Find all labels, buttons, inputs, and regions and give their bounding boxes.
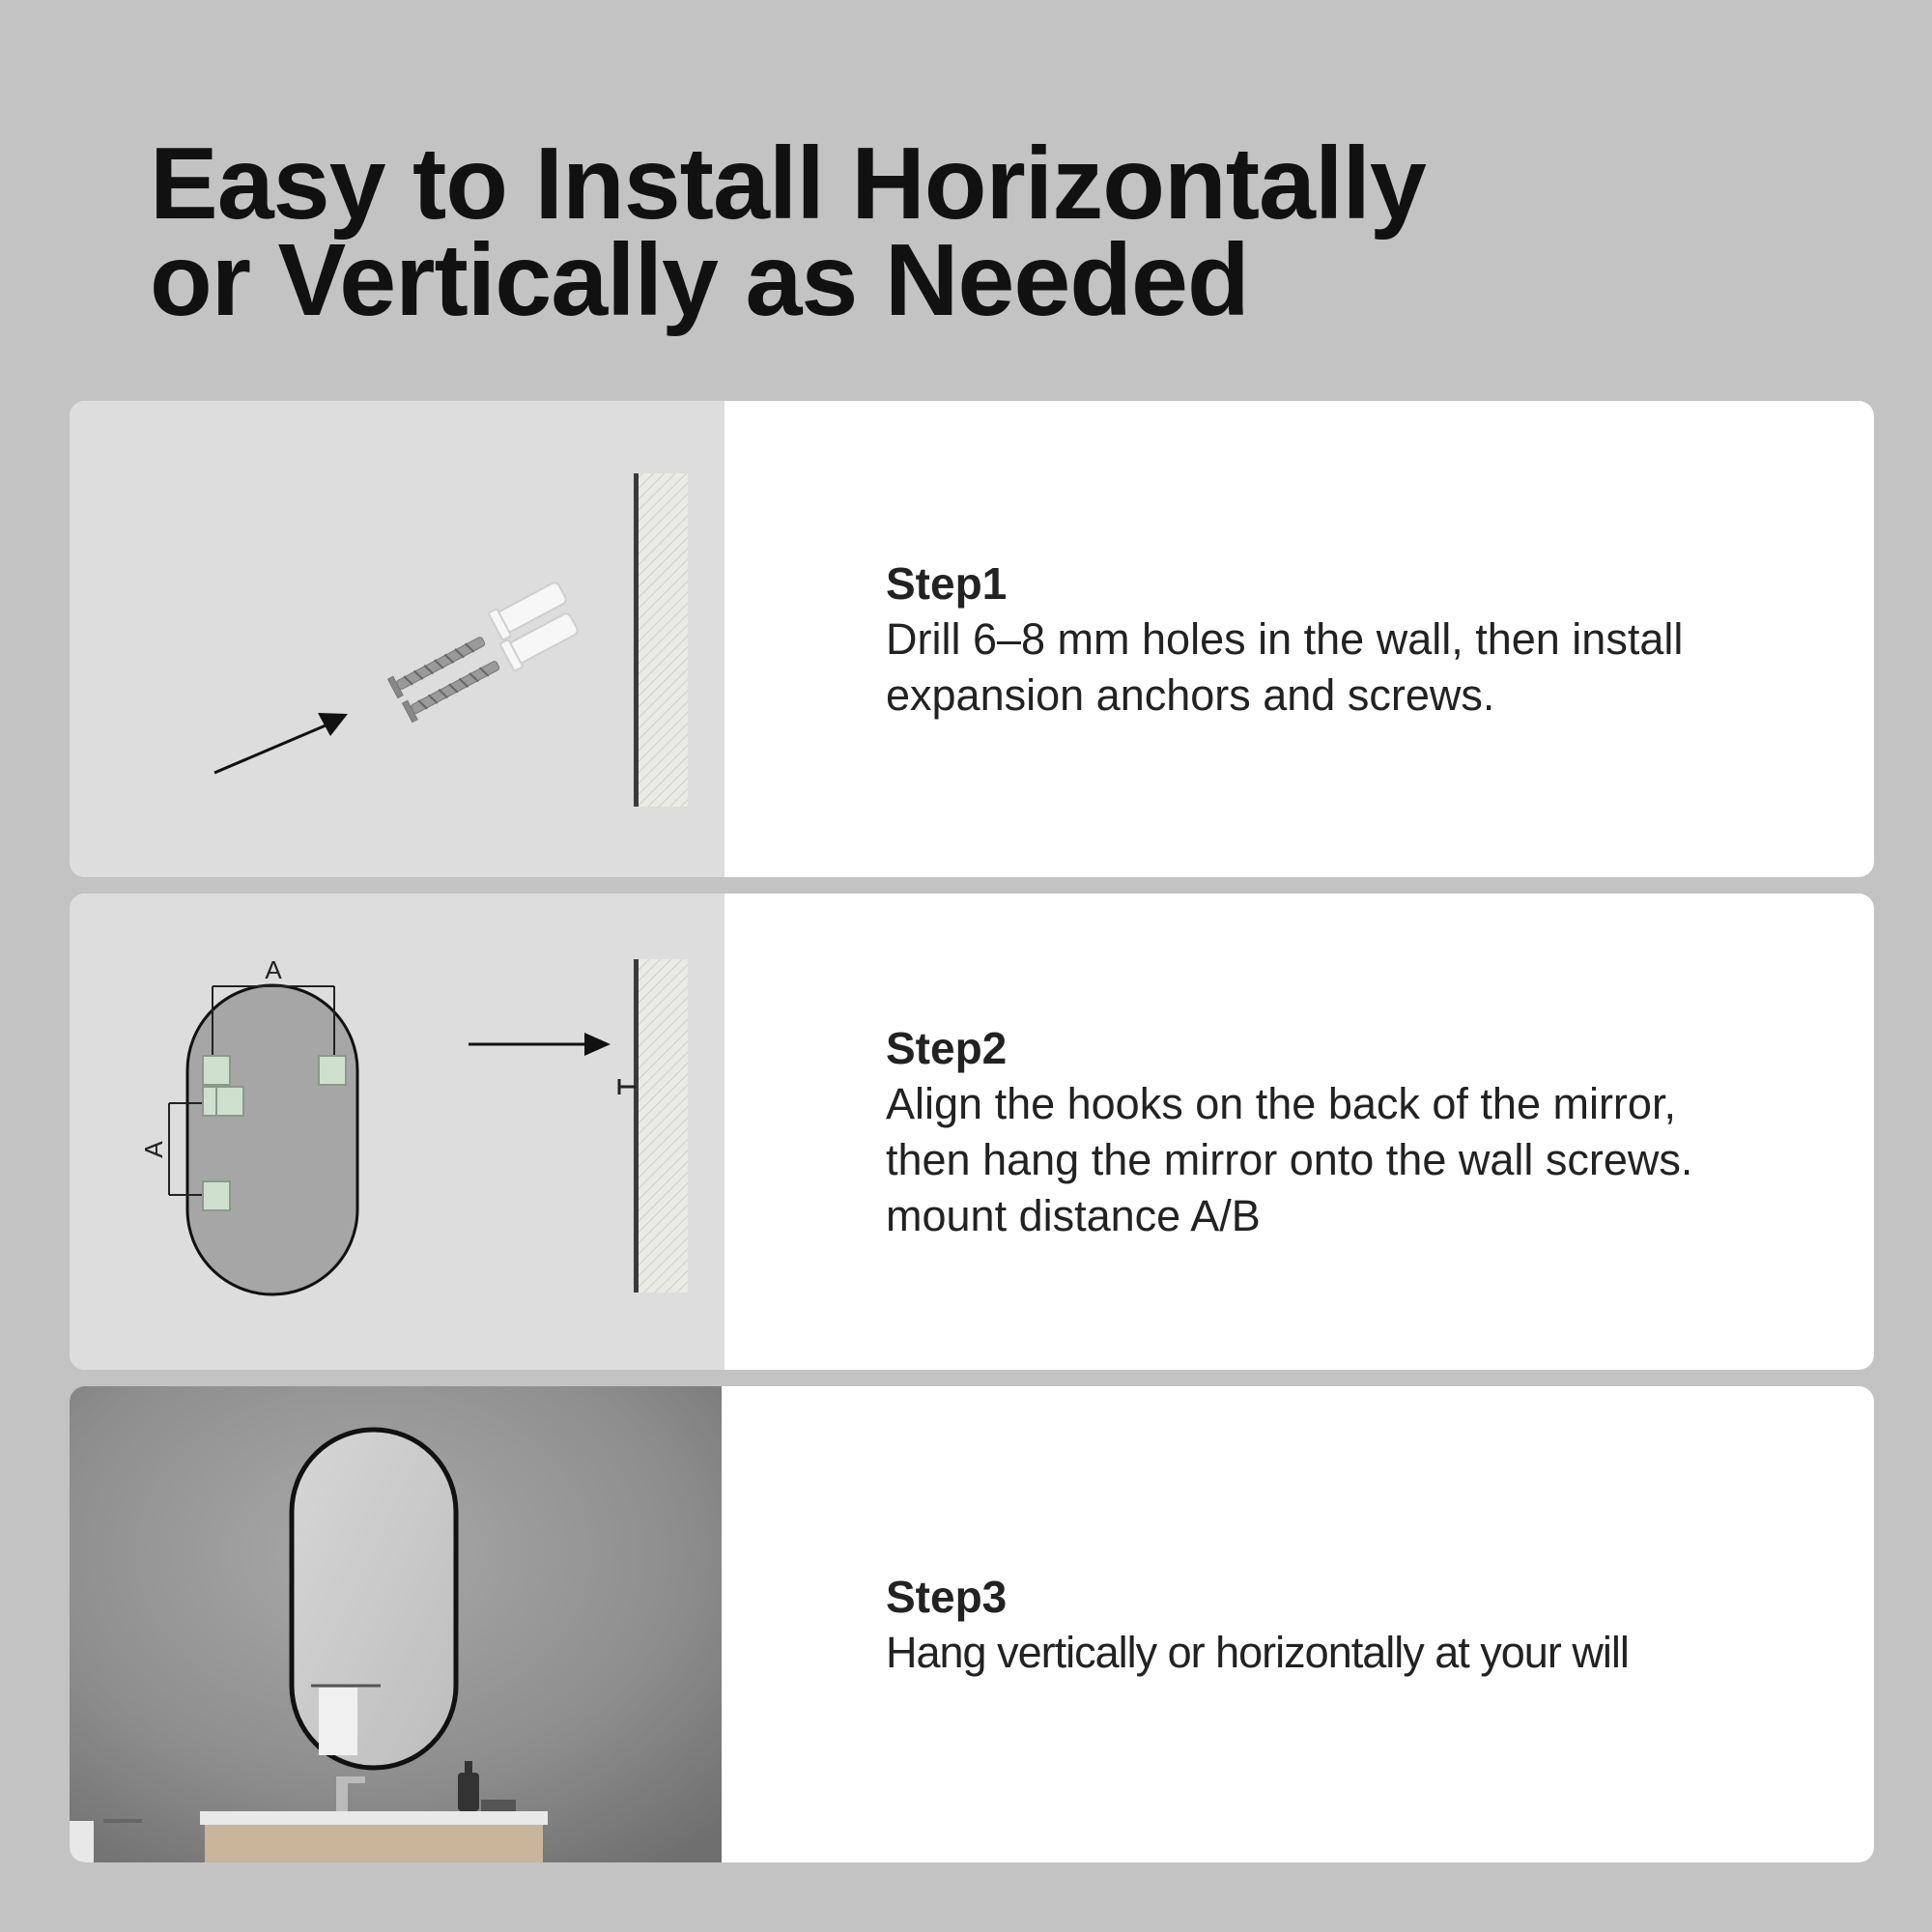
step-3-title: Step3	[886, 1571, 1008, 1622]
title-line-2: or Vertically as Needed	[150, 223, 1249, 337]
dimension-label-left: A	[139, 1141, 168, 1158]
step-2-card	[70, 894, 1874, 1370]
wall-section	[634, 473, 688, 807]
step-1-card	[70, 401, 1874, 877]
step-1-text	[886, 401, 1816, 877]
step-2-line-3: mount distance A/B	[886, 1190, 1261, 1240]
oval-mirror	[292, 1430, 456, 1768]
step-1-line-1: Drill 6–8 mm holes in the wall, then install	[886, 613, 1684, 664]
step-3-card	[70, 1386, 1874, 1862]
title-line-1: Easy to Install Horizontally	[150, 127, 1426, 241]
step-1-illustration	[70, 401, 724, 877]
step-3-text	[886, 1386, 1816, 1862]
step-2-text	[886, 894, 1816, 1370]
step-1-title: Step1	[886, 557, 1008, 609]
step-2-line-1: Align the hooks on the back of the mirror,	[886, 1078, 1676, 1128]
step-2-line-2: then hang the mirror onto the wall screws.	[886, 1134, 1693, 1184]
sink-vanity	[200, 1811, 548, 1862]
step-3-line-1: Hang vertically or horizontally at your will	[886, 1627, 1629, 1677]
page-title	[150, 127, 1599, 337]
step-2-title: Step2	[886, 1022, 1008, 1073]
screws-icon	[388, 631, 503, 722]
dimension-label-top: A	[265, 955, 282, 984]
anchors-icon	[488, 578, 581, 671]
step-2-illustration	[70, 894, 724, 1370]
bathroom-photo	[70, 1386, 722, 1862]
step-3-illustration	[70, 1386, 722, 1862]
step-1-line-2: expansion anchors and screws.	[886, 669, 1495, 720]
arrow-icon	[469, 1033, 611, 1056]
arrow-icon	[214, 713, 348, 773]
mirror-back-diagram	[169, 985, 357, 1294]
wall-section	[619, 959, 688, 1293]
